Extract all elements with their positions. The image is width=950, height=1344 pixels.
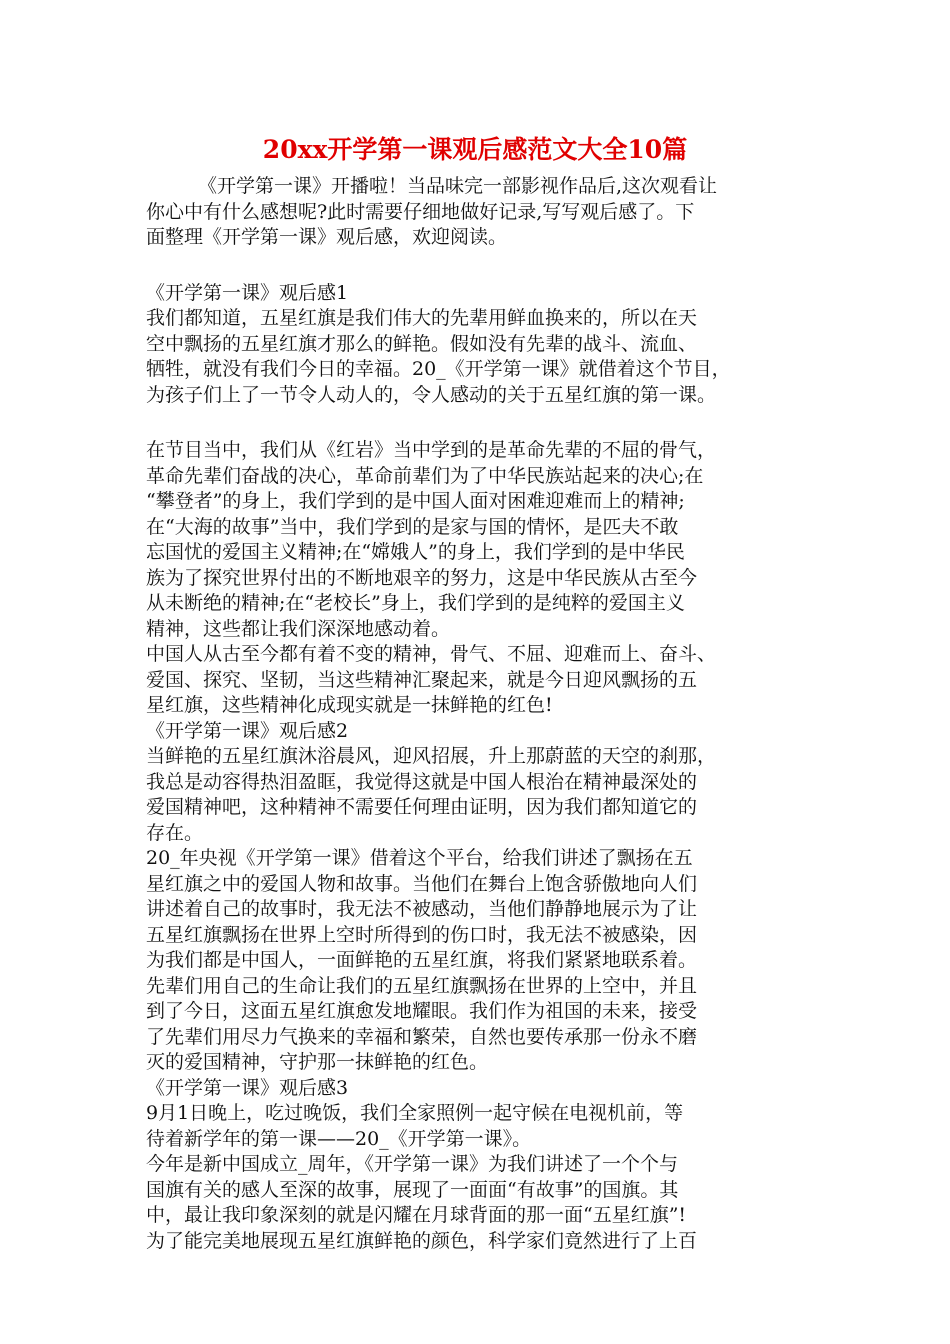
text-line: 你心中有什么感想呢?此时需要仔细地做好记录,写写观后感了。下 [146, 200, 695, 223]
text-line: 《开学第一课》开播啦！当品味完一部影视作品后,这次观看让 [198, 175, 718, 197]
text-line: 空中飘扬的五星红旗才那么的鲜艳。假如没有先辈的战斗、流血、 [146, 332, 698, 355]
text-line: 存在。 [146, 821, 204, 844]
text-line: 为了能完美地展现五星红旗鲜艳的颜色，科学家们竟然进行了上百 [146, 1229, 698, 1252]
text-line: 了先辈们用尽力气换来的幸福和繁荣，自然也要传承那一份永不磨 [146, 1025, 698, 1048]
section-heading: 《开学第一课》观后感3 [146, 1076, 349, 1099]
text-line: 讲述着自己的故事时，我无法不被感动，当他们静静地展示为了让 [146, 898, 698, 920]
text-line: 中国人从古至今都有着不变的精神，骨气、不屈、迎难而上、奋斗、 [146, 643, 717, 665]
section-heading: 《开学第一课》观后感2 [146, 719, 349, 742]
text-line: 面整理《开学第一课》观后感，欢迎阅读。 [146, 226, 508, 248]
text-line: 星红旗，这些精神化成现实就是一抹鲜艳的红色! [146, 694, 553, 716]
text-line: 20_年央视《开学第一课》借着这个平台，给我们讲述了飘扬在五 [146, 847, 693, 869]
text-line: 精神，这些都让我们深深地感动着。 [146, 617, 451, 640]
text-line: 待着新学年的第一课——20_《开学第一课》。 [146, 1127, 532, 1150]
essay-1-paragraph [146, 281, 826, 409]
intro-paragraph [146, 174, 826, 251]
text-line: 先辈们用自己的生命让我们的五星红旗飘扬在世界的上空中，并且 [146, 974, 698, 997]
text-line: 族为了探究世界付出的不断地艰辛的努力，这是中华民族从古至今 [146, 566, 698, 589]
text-line: 灭的爱国精神，守护那一抹鲜艳的红色。 [146, 1051, 489, 1073]
text-line: 中，最让我印象深刻的就是闪耀在月球背面的那一面“五星红旗”! [146, 1204, 687, 1226]
text-line: “攀登者”的身上，我们学到的是中国人面对困难迎难而上的精神; [146, 490, 685, 512]
text-line: 五星红旗飘扬在世界上空时所得到的伤口时，我无法不被感染，因 [146, 923, 698, 946]
text-line: 忘国忧的爱国主义精神;在“嫦娥人”的身上，我们学到的是中华民 [146, 541, 685, 563]
text-line: 我们都知道，五星红旗是我们伟大的先辈用鲜血换来的，所以在天 [146, 307, 698, 329]
text-line: 牺牲，就没有我们今日的幸福。20_《开学第一课》就借着这个节目， [146, 358, 731, 380]
text-line: 爱国、探究、坚韧，当这些精神汇聚起来，就是今日迎风飘扬的五 [146, 668, 698, 691]
text-line: 当鲜艳的五星红旗沐浴晨风，迎风招展，升上那蔚蓝的天空的刹那， [146, 745, 717, 767]
text-line: 我总是动容得热泪盈眶，我觉得这就是中国人根治在精神最深处的 [146, 770, 698, 793]
section-heading: 《开学第一课》观后感1 [146, 281, 349, 304]
text-line: 从未断绝的精神;在“老校长”身上，我们学到的是纯粹的爱国主义 [146, 592, 685, 614]
text-line: 9月1日晚上，吃过晚饭，我们全家照例一起守候在电视机前，等 [146, 1102, 684, 1124]
text-line: 今年是新中国成立_周年，《开学第一课》为我们讲述了一个个与 [146, 1153, 679, 1175]
paragraph-gap [146, 408, 826, 438]
text-line: 为孩子们上了一节令人动人的，令人感动的关于五星红旗的第一课。 [146, 383, 717, 406]
document-title: 20xx开学第一课观后感范文大全10篇 [262, 135, 688, 164]
text-line: 在“大海的故事”当中，我们学到的是家与国的情怀，是匹夫不敢 [146, 515, 679, 538]
paragraph-gap [146, 251, 826, 281]
text-line: 到了今日，这面五星红旗愈发地耀眼。我们作为祖国的未来，接受 [146, 1000, 698, 1022]
text-line: 爱国精神吧，这种精神不需要任何理由证明，因为我们都知道它的 [146, 796, 698, 818]
text-line: 星红旗之中的爱国人物和故事。当他们在舞台上饱含骄傲地向人们 [146, 872, 698, 895]
text-line: 革命先辈们奋战的决心，革命前辈们为了中华民族站起来的决心;在 [146, 464, 704, 487]
text-line: 为我们都是中国人，一面鲜艳的五星红旗，将我们紧紧地联系着。 [146, 949, 698, 971]
text-line: 国旗有关的感人至深的故事，展现了一面面“有故事”的国旗。其 [146, 1178, 679, 1201]
document-body [146, 174, 826, 1254]
text-line: 在节目当中，我们从《红岩》当中学到的是革命先辈的不屈的骨气， [146, 439, 717, 461]
body-paragraph [146, 438, 826, 1254]
